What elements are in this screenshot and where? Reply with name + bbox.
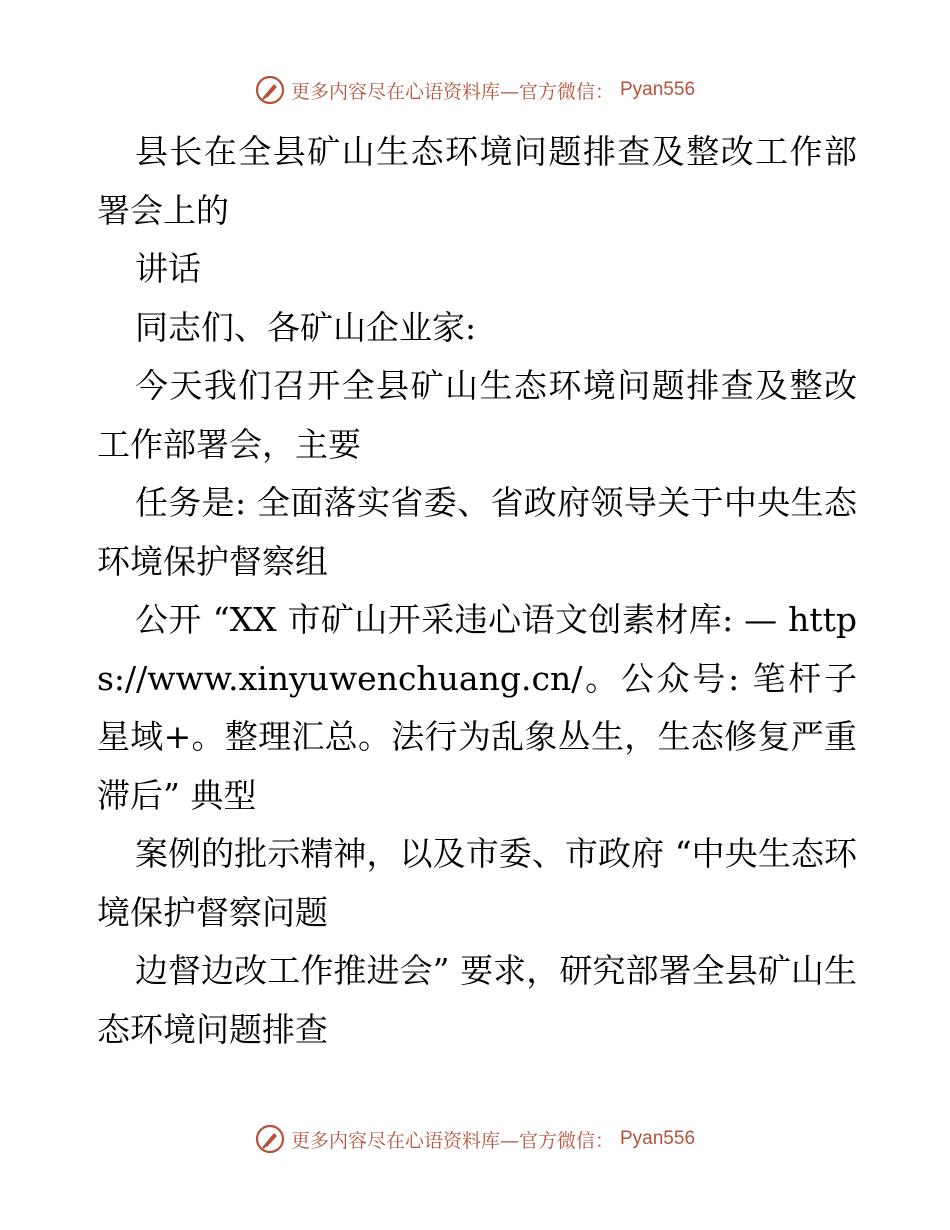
paragraph-title-cont: 讲话 [134,249,201,288]
paragraph: 任务是: 全面落实省委、省政府领导关于中央生态环境保护督察组 [97,483,857,581]
footer-watermark [0,1121,950,1157]
watermark-text: 更多内容尽在心语资料库—官方微信： [290,80,614,103]
pen-nib-circle-icon [255,1124,285,1154]
paragraph-salutation: 同志们、各矿山企业家: [134,307,477,347]
watermark-account: Pyan556 [620,79,696,100]
header-watermark [0,72,950,108]
pen-nib-circle-icon [255,75,285,105]
watermark-account: Pyan556 [620,1128,696,1149]
paragraph: 案例的批示精神，以及市委、市政府 “中央生态环境保护督察问题 [97,834,857,932]
paragraph: 公开 “XX 市矿山开采违心语文创素材库: — https://www.xinyuwenchuang.cn/。公众号: 笔杆子星域+。整理汇总。法行为乱象丛生，生态修复严重滞后” 典型 [97,600,857,815]
paragraph: 边督边改工作推进会” 要求，研究部署全县矿山生态环境问题排查 [97,951,857,1049]
document-body [97,123,857,1059]
paragraph: 今天我们召开全县矿山生态环境问题排查及整改工作部署会，主要 [97,366,857,464]
watermark-text: 更多内容尽在心语资料库—官方微信： [290,1129,614,1152]
paragraph-title: 县长在全县矿山生态环境问题排查及整改工作部署会上的 [97,132,857,230]
